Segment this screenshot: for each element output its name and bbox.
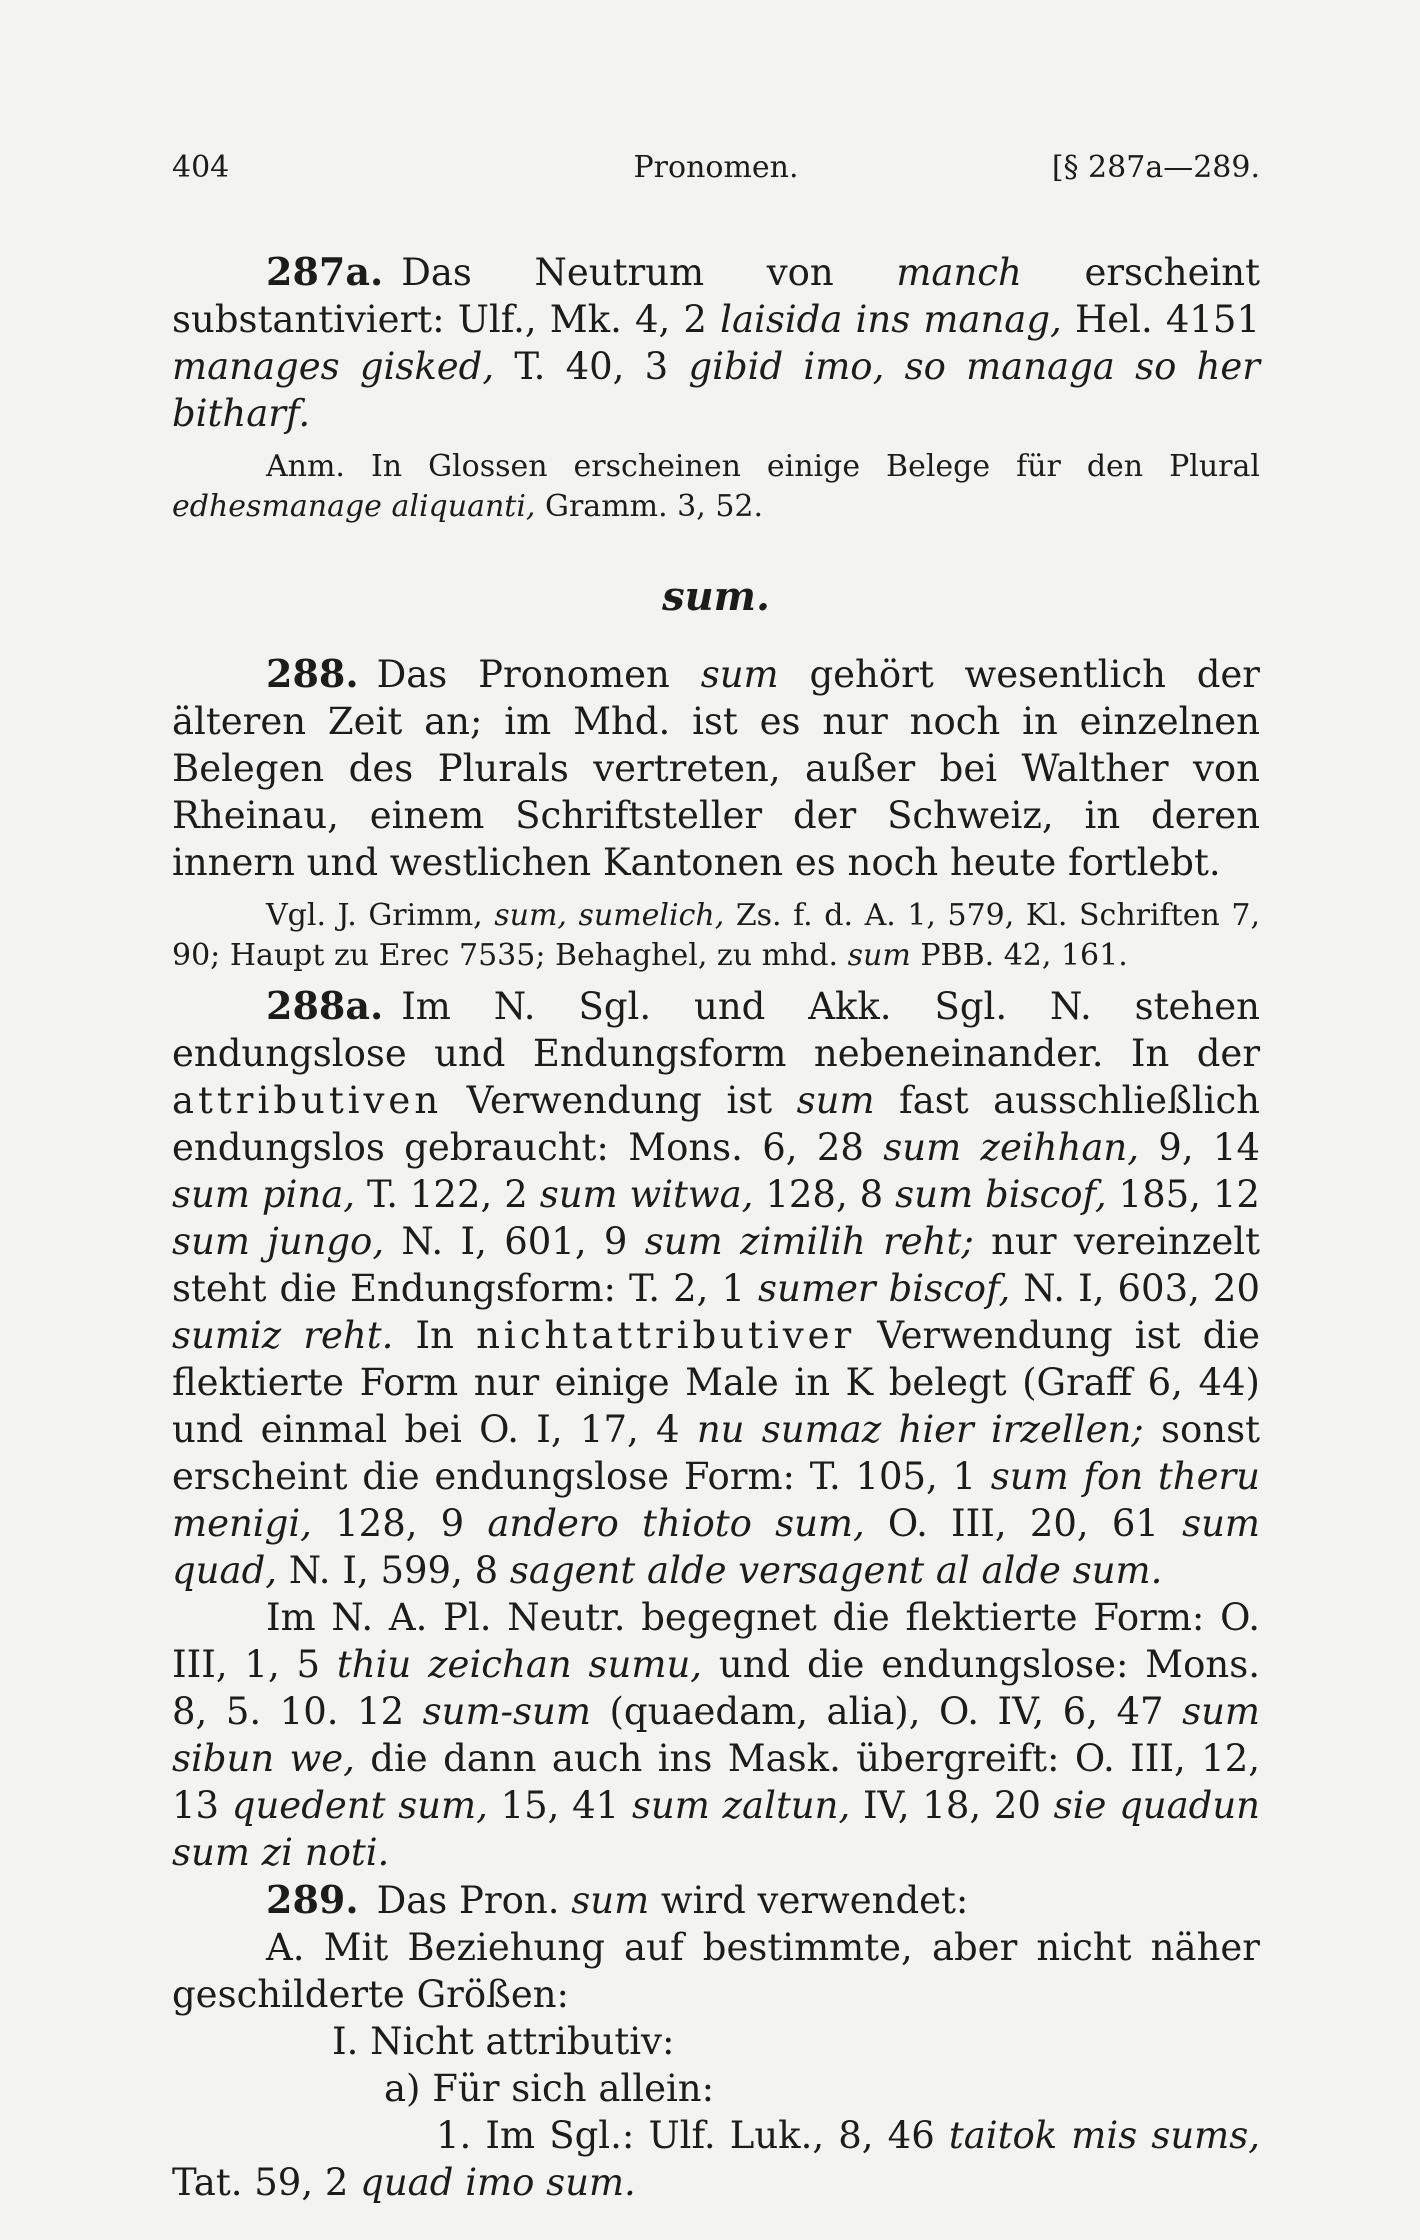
page-number: 404	[172, 150, 230, 185]
paragraph-287a: 287a. Das Neutrum von manch erscheint substantiviert: Ulf., Mk. 4, 2 laisida ins manag, Hel. 4151 manages gisked, T. 40, 3 gibid imo, so managa so her bitharf.	[172, 249, 1261, 435]
section-number: 288a.	[266, 983, 384, 1028]
paragraph-289: 289. Das Pron. sum wird verwendet:	[266, 1877, 969, 1922]
paragraph-288a: 288a. Im N. Sgl. und Akk. Sgl. N. stehen endungslose und Endungsform nebeneinander. In der attributiven Verwendung ist sum fast ausschließlich endungslos gebraucht: Mons. 6, 28 sum zeihhan, 9, 14 sum pina, T. 122, 2 sum witwa, 128, 8 sum biscof, 185, 12 sum jungo, N. I, 601, 9 sum zimilih reht; nur vereinzelt steht die Endungsform: T. 2, 1 sumer biscof, N. I, 603, 20 sumiz reht. In nichtattributiver Verwendung ist die flektierte Form nur einige Male in K belegt (Graff 6, 44) und einmal bei O. I, 17, 4 nu sumaz hier irzellen; sonst erscheint die endungslose Form: T. 105, 1 sum fon theru menigi, 128, 9 andero thioto sum, O. III, 20, 61 sum quad, N. I, 599, 8 sagent alde versagent al alde sum.	[172, 983, 1261, 1592]
running-title: Pronomen.	[633, 150, 799, 185]
note-287a: Anm. In Glossen erscheinen einige Belege für den Plural edhesmanage aliquanti, Gramm. 3, 52.	[172, 449, 1260, 524]
paragraph-288a-plural: Im N. A. Pl. Neutr. begegnet die flektierte Form: O. III, 1, 5 thiu zeichan sumu, und die endungslose: Mons. 8, 5. 10. 12 sum-sum (quaedam, alia), O. IV, 6, 47 sum sibun we, die dann auch ins Mask. übergreift: O. III, 12, 13 quedent sum, 15, 41 sum zaltun, IV, 18, 20 sie quadun sum zi noti.	[172, 1596, 1261, 1874]
point-a: A. Mit Beziehung auf bestimmte, aber nicht näher geschilderte Größen:	[172, 1926, 1260, 2016]
section-number: 288.	[266, 651, 359, 696]
point-a-i-a: a) Für sich allein:	[384, 2067, 715, 2110]
page-body	[172, 248, 1260, 2206]
section-range: [§ 287a—289.	[1051, 150, 1260, 185]
section-number: 287a.	[266, 249, 384, 294]
running-header	[172, 140, 1260, 200]
reference-288: Vgl. J. Grimm, sum, sumelich, Zs. f. d. A. 1, 579, Kl. Schriften 7, 90; Haupt zu Erec 7535; Behaghel, zu mhd. sum PBB. 42, 161.	[172, 898, 1260, 973]
section-number: 289.	[266, 1877, 359, 1922]
point-a-i-a-1: 1. Im Sgl.: Ulf. Luk., 8, 46 taitok mis sums, Tat. 59, 2 quad imo sum.	[172, 2114, 1260, 2204]
section-heading: sum.	[662, 573, 770, 620]
point-a-i: I. Nicht attributiv:	[332, 2020, 675, 2063]
paragraph-288: 288. Das Pronomen sum gehört wesentlich der älteren Zeit an; im Mhd. ist es nur noch in einzelnen Belegen des Plurals vertreten, außer bei Walther von Rheinau, einem Schriftsteller der Schweiz, in deren innern und westlichen Kantonen es noch heute fortlebt.	[172, 651, 1260, 884]
